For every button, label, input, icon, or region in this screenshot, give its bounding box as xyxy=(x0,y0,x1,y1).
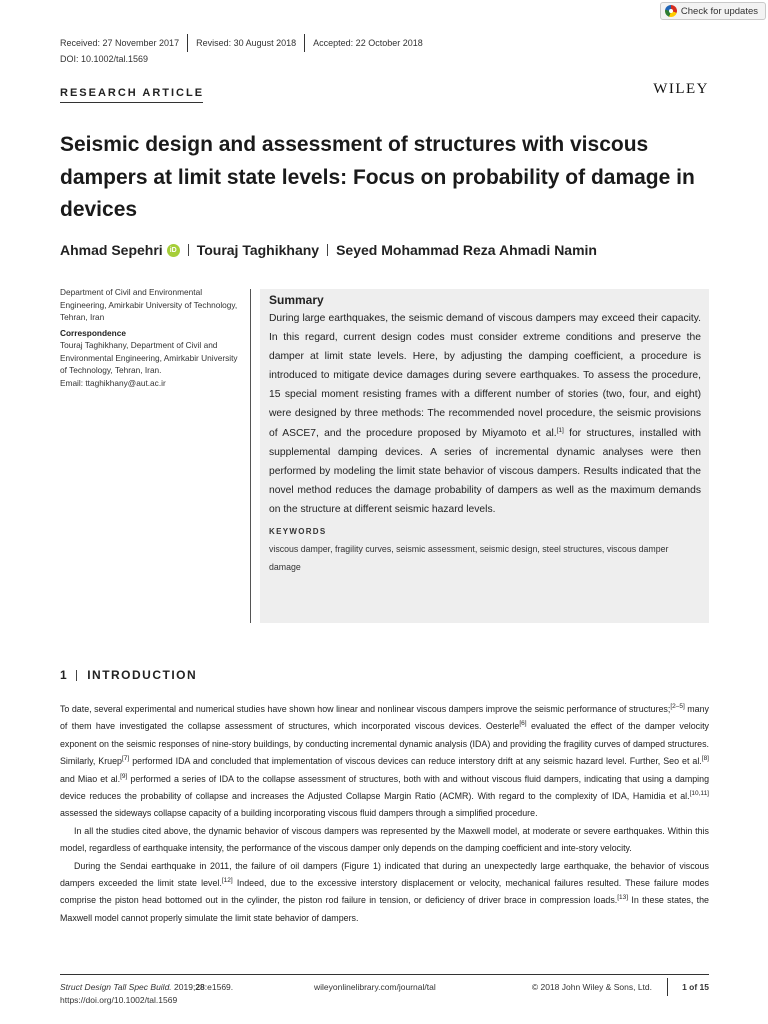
section-title: INTRODUCTION xyxy=(87,668,198,682)
article-type: RESEARCH ARTICLE xyxy=(60,87,205,99)
author-name[interactable]: Seyed Mohammad Reza Ahmadi Namin xyxy=(336,242,597,258)
text-run: and Miao et al. xyxy=(60,773,121,784)
section-number: 1 xyxy=(60,668,69,682)
text-run: To date, several experimental and numerical studies have shown how linear and nonlinear viscous dampers improve the seismic performance of structures; xyxy=(60,704,671,714)
citation-ref[interactable]: [9] xyxy=(120,772,128,780)
body-text xyxy=(60,701,709,927)
date-divider xyxy=(187,34,188,52)
author-name[interactable]: Touraj Taghikhany xyxy=(196,242,320,258)
orcid-icon[interactable]: iD xyxy=(167,244,180,257)
footer-separator xyxy=(667,978,668,996)
footer-citation xyxy=(60,981,233,1007)
citation-ref[interactable]: [2–5] xyxy=(670,703,685,710)
journal-name: Struct Design Tall Spec Build. xyxy=(60,982,172,992)
author-list xyxy=(60,242,597,258)
correspondence-address: Touraj Taghikhany, Department of Civil and Environmental Engineering, Amirkabir University of Technology, Tehran, Iran. xyxy=(60,340,238,375)
footer-doi-link[interactable]: https://doi.org/10.1002/tal.1569 xyxy=(60,995,178,1005)
publisher-logo: WILEY xyxy=(653,81,709,97)
citation-year: 2019; xyxy=(171,982,196,992)
doi[interactable]: DOI: 10.1002/tal.1569 xyxy=(60,54,149,64)
text-run: performed IDA and concluded that implementation of viscous devices can reduce interstory drift at any seismic hazard level. Further, Seo et al. xyxy=(129,756,702,767)
citation-ref[interactable]: [12] xyxy=(221,877,233,885)
text-run: evaluated the effect of the damper velocity exponent on the seismic responses of nine-story buildings, by conducting incremental dynamic analysis (IDA) and providing the fragility curves of damped structures. Similarly, Kruep xyxy=(60,721,709,767)
history-dates xyxy=(60,37,423,52)
check-for-updates-button[interactable] xyxy=(660,2,766,20)
summary-text xyxy=(269,309,701,519)
text-run: During the Sendai earthquake in 2011, the failure of oil dampers (Figure 1) indicated that during an unexpectedly large earthquake, the behavior of viscous dampers exceeded the limit state level. xyxy=(60,860,709,889)
author-divider xyxy=(327,244,328,256)
text-run: Indeed, due to the excessive interstory displacement or velocity, mechanical failures resulted. These failure modes comprise the piston head bottomed out in the cylinder, the piston rod failure in tension, or deficiency of driver brace in compression loads. xyxy=(60,878,709,906)
paragraph: In all the studies cited above, the dynamic behavior of viscous dampers was represented by the Maxwell model, at moderate or severe earthquakes. Within this model, regardless of earthquake intensity, the performance of the viscous damper only depends on the damping coefficient and inte-story velocity. xyxy=(60,825,709,854)
section-heading xyxy=(60,668,197,682)
affiliation-block xyxy=(60,286,242,389)
check-for-updates-label: Check for updates xyxy=(680,5,758,17)
author-name[interactable]: Ahmad Sepehri xyxy=(60,242,163,258)
paragraph xyxy=(60,701,709,823)
citation-ref[interactable]: [13] xyxy=(617,894,629,902)
citation-ref[interactable]: [8] xyxy=(701,755,709,763)
correspondence-label: Correspondence xyxy=(60,327,126,338)
revised-date: Revised: 30 August 2018 xyxy=(196,38,297,48)
keywords-label: KEYWORDS xyxy=(269,527,327,537)
page-number: 1 of 15 xyxy=(682,982,709,992)
correspondence-email[interactable]: Email: ttaghikhany@aut.ac.ir xyxy=(60,377,166,388)
keywords-text: viscous damper, fragility curves, seismic assessment, seismic design, steel structures, viscous damper damage xyxy=(269,544,669,572)
summary-box xyxy=(260,289,709,623)
text-run: In these states, the Maxwell model cannot properly simulate the limit state behavior of dampers. xyxy=(60,895,709,923)
crossmark-icon xyxy=(665,5,677,17)
citation-ref[interactable]: [7] xyxy=(122,755,130,763)
text-run: performed a series of IDA to the collapse assessment of structures, both with and without viscous fluid dampers, indicating that using a damping device reduces the probability of collapse and increases the Adjusted Collapse Margin Ratio (ACMR). With regard to the complexity of IDA, Hamidia et al. xyxy=(60,773,709,802)
author-divider xyxy=(188,244,189,256)
text-run: assessed the sideways collapse capacity of a building incorporating viscous fluid dampers through a simplified procedure. xyxy=(60,808,538,819)
received-date: Received: 27 November 2017 xyxy=(60,38,180,48)
article-type-underline xyxy=(60,102,203,103)
summary-text-part: During large earthquakes, the seismic demand of viscous dampers may exceed their capacity. In this regard, current design codes must consider extreme conditions and preserve the damper at limit state levels. Here, by adjusting the damping coefficient, a procedure is introduced to mitigate device damages during severe earthquakes. To assess the procedure, 15 special moment resisting frames with a different number of stories (two, four, and eight) were designed by three methods: The recommended novel procedure, the seismic provisions of ASCE7, and the procedure proposed by Miyamoto et al. xyxy=(269,313,701,439)
article-title: Seismic design and assessment of structures with viscous dampers at limit state levels: Focus on probability of damage in devices xyxy=(60,133,695,221)
section-divider xyxy=(76,670,77,681)
paragraph xyxy=(60,858,709,928)
citation-ref[interactable]: [10,11] xyxy=(689,790,709,798)
footer-divider xyxy=(60,974,709,975)
summary-text-part: for structures, installed with supplemental damping devices. A series of incremental dynamic analyses were then performed by modeling the limit state behavior of viscous dampers. Results indicated that the novel method reduces the damage probability of dampers as well as the maximum demands on the structure at different seismic hazard levels. xyxy=(269,427,701,515)
text-run: many of them have investigated the collapse assessment of structures, which incorporated viscous devices. Oesterle xyxy=(60,704,709,732)
column-divider xyxy=(250,289,251,623)
citation-ref[interactable]: [6] xyxy=(519,720,527,728)
copyright: © 2018 John Wiley & Sons, Ltd. xyxy=(531,982,652,992)
citation-volume: 28 xyxy=(195,982,205,992)
journal-website-link[interactable]: wileyonlinelibrary.com/journal/tal xyxy=(314,982,436,992)
summary-heading: Summary xyxy=(269,293,324,307)
accepted-date: Accepted: 22 October 2018 xyxy=(313,38,423,48)
citation-article: :e1569. xyxy=(204,982,234,992)
date-divider xyxy=(304,34,305,52)
citation-ref[interactable]: [1] xyxy=(556,426,564,434)
department: Department of Civil and Environmental Engineering, Amirkabir University of Technology, Tehran, Iran xyxy=(60,287,238,322)
